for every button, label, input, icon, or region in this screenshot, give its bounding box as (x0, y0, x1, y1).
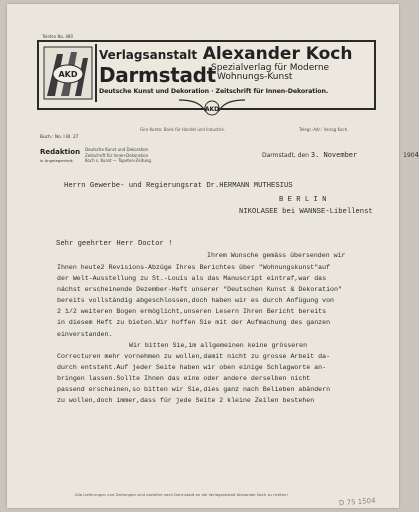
logo-emblem (41, 44, 97, 102)
publisher-specialty (211, 64, 371, 82)
letter-body (57, 262, 375, 406)
date-year: 4 (414, 151, 419, 159)
telegram-address: Telegr.-Adr.: Verlag Koch. (299, 127, 349, 132)
redaktion-heading: Redaktion (40, 148, 81, 156)
publications-line: Deutsche Kunst und Dekoration · Zeitschrift für Innen-Dekoration. (99, 88, 329, 95)
publisher-name (99, 44, 352, 64)
letter-date (262, 151, 419, 159)
footer-note: Alle Lieferungen und Zahlungen sind portofrei nach Darmstadt an die Verlagsanstalt Alexander Koch zu richten! (75, 492, 288, 497)
body-line: 2 1/2 weiteren Bogen ermöglicht,unseren Lesern Ihren Bericht bereits (57, 308, 327, 316)
letter-sheet (7, 4, 419, 508)
recipient-line-3: NIKOLASEE bei WANNSE-Libellenst (239, 208, 373, 216)
telephone-label: Telefon No. 480 (42, 34, 74, 39)
body-line: einverstanden. (57, 330, 113, 338)
body-line: Wir bitten Sie,im allgemeinen keine grösseren (129, 341, 308, 349)
book-reference: Buch.: No. I Bl. 27 (40, 135, 79, 140)
body-line: Correcturen mehr vornehmen zu wollen,damit nicht zu grosse Arbeit da- (57, 352, 331, 360)
salutation: Sehr geehrter Herr Doctor ! (56, 240, 173, 248)
body-line: Ihnen heute2 Revisions-Abzüge Ihres Berichtes über "Wohnungskunst"auf (57, 264, 331, 271)
recipient-line-1: Herrn Gewerbe- und Regierungsrat Dr.HERMANN MUTHESIUS (64, 182, 293, 190)
publisher-city: Darmstadt (99, 63, 216, 87)
recipient-line-2: B E R L I N (279, 196, 327, 204)
archive-stamp: D 75 1504 (338, 496, 376, 508)
date-year-prefix: 190 (403, 152, 415, 159)
redaktion-pub-1: Deutsche Kunst und Dekoration (85, 147, 149, 152)
redaktion-publications (85, 147, 151, 164)
body-line: bringen lassen.Sollte Ihnen das eine oder andere derselben nicht (57, 374, 311, 382)
body-line: nächst erscheinende Dezember-Heft unserer "Deutschen Kunst & Dekoration" (57, 286, 342, 294)
body-line: passend erscheinen,so bitten wir Sie,dies ganz nach Belieben abändern (57, 386, 331, 394)
bank-account: Giro-Konto: Bank für Handel und Industrie. (140, 127, 226, 132)
redaktion-subject: in Angelegenheit: (40, 158, 74, 163)
body-line: der Welt-Ausstellung zu St.-Louis als das Manuscript eintraf,war das (57, 275, 327, 283)
ornament-icon (177, 96, 247, 124)
specialty-line-1: Spezialverlag für Moderne (211, 63, 330, 73)
letter-first-line: Ihrem Wunsche gemäss übersenden wir (207, 252, 346, 259)
body-line: zu wollen,doch immer,dass für jede Seite 2 kleine Zeilen bestehen (57, 397, 315, 405)
logo-text: AKD (58, 70, 78, 79)
date-day-month: 3. November (310, 151, 358, 159)
date-place: Darmstadt, den (262, 152, 309, 159)
redaktion-pub-2: Zeitschrift für Innen-Dekoration (85, 152, 149, 158)
svg-text:AKD: AKD (204, 106, 220, 113)
body-line: bereits vollständig abgeschlossen,doch haben wir es durch Anfügung von (57, 297, 334, 305)
publisher-owner: Alexander Koch (202, 44, 353, 64)
redaktion-pub-3: Koch s. Kunst — Tapeten-Zeitung (85, 158, 151, 163)
publisher-prefix: Verlagsanstalt (99, 48, 198, 62)
body-line: in diesem Heft zu bieten.Wir hoffen Sie mit der Aufmachung des ganzen (57, 319, 331, 327)
akd-logo-icon (41, 44, 95, 102)
body-line: durch entsteht.Auf jeder Seite haben wir oben einige Schlagworte an- (57, 363, 327, 371)
specialty-line-2: Wohnungs-Kunst (217, 72, 293, 82)
